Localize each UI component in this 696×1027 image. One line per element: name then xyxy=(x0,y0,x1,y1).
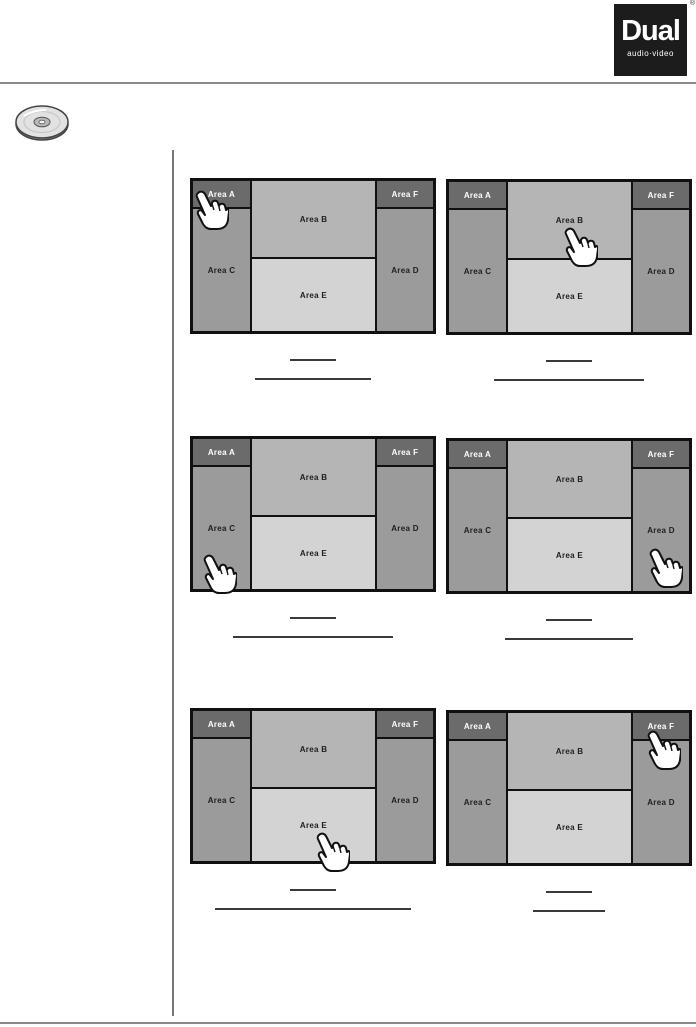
area-a-label: Area A xyxy=(207,447,236,457)
area-e-block xyxy=(252,259,375,331)
area-e-block xyxy=(252,789,375,861)
registered-mark: ® xyxy=(689,0,695,7)
caption-text-rule xyxy=(215,908,411,910)
area-e-label: Area E xyxy=(555,291,584,301)
touch-hand-icon xyxy=(316,832,350,872)
area-b-label: Area B xyxy=(555,474,584,484)
touch-hand-icon xyxy=(649,548,683,588)
header-rule xyxy=(0,82,696,84)
logo-subtitle: audio·video xyxy=(627,49,674,58)
caption-title-rule xyxy=(290,889,336,891)
caption-text-rule xyxy=(533,910,605,912)
area-d-block xyxy=(377,739,433,861)
area-a-label: Area A xyxy=(463,190,492,200)
area-c-block xyxy=(449,741,506,863)
area-c-label: Area C xyxy=(207,523,236,533)
area-d-label: Area D xyxy=(391,523,419,533)
caption-text-rule xyxy=(255,378,371,380)
area-c-block xyxy=(449,469,506,591)
caption-text-rule xyxy=(505,638,633,640)
caption-title-rule xyxy=(546,360,592,362)
area-d-block xyxy=(633,210,689,332)
cd-disc-icon xyxy=(12,100,72,144)
area-e-label: Area E xyxy=(555,822,584,832)
area-f-block xyxy=(633,182,689,208)
footer-rule xyxy=(0,1022,696,1024)
area-d-label: Area D xyxy=(647,266,675,276)
screen-diagram xyxy=(446,179,692,335)
touch-hand-icon xyxy=(564,227,598,267)
area-b-label: Area B xyxy=(555,215,584,225)
area-c-label: Area C xyxy=(207,265,236,275)
area-a-label: Area A xyxy=(463,449,492,459)
area-f-block xyxy=(377,439,433,465)
area-c-block xyxy=(449,210,506,332)
area-a-label: Area A xyxy=(207,189,236,199)
area-b-block xyxy=(252,439,375,515)
area-d-label: Area D xyxy=(647,525,675,535)
screen-diagram xyxy=(190,708,436,864)
caption-title-rule xyxy=(290,359,336,361)
dual-logo xyxy=(614,0,695,76)
screen-diagram xyxy=(190,436,436,592)
area-e-block xyxy=(508,519,631,591)
area-f-label: Area F xyxy=(647,721,675,731)
logo-wordmark: Dual xyxy=(621,15,680,47)
area-a-label: Area A xyxy=(207,719,236,729)
screen-diagram xyxy=(446,438,692,594)
area-f-label: Area F xyxy=(647,449,675,459)
area-a-block xyxy=(193,439,250,465)
area-b-block xyxy=(252,181,375,257)
caption-title-rule xyxy=(546,619,592,621)
area-b-label: Area B xyxy=(299,744,328,754)
area-e-label: Area E xyxy=(299,548,328,558)
area-c-block xyxy=(193,739,250,861)
area-f-label: Area F xyxy=(391,719,419,729)
area-f-block xyxy=(377,181,433,207)
area-f-block xyxy=(377,711,433,737)
area-d-label: Area D xyxy=(647,797,675,807)
area-b-label: Area B xyxy=(555,746,584,756)
screen-diagram xyxy=(190,178,436,334)
area-a-block xyxy=(449,441,506,467)
caption-text-rule xyxy=(233,636,393,638)
caption-text-rule xyxy=(494,379,644,381)
area-f-label: Area F xyxy=(391,447,419,457)
area-e-label: Area E xyxy=(299,820,328,830)
area-c-label: Area C xyxy=(463,525,492,535)
area-d-block xyxy=(377,209,433,331)
touch-hand-icon xyxy=(195,190,229,230)
caption-title-rule xyxy=(290,617,336,619)
area-e-block xyxy=(252,517,375,589)
area-a-block xyxy=(449,713,506,739)
area-a-block xyxy=(449,182,506,208)
margin-divider xyxy=(172,150,174,1016)
area-a-block xyxy=(193,711,250,737)
area-b-block xyxy=(252,711,375,787)
touch-hand-icon xyxy=(647,730,681,770)
area-b-block xyxy=(508,713,631,789)
area-e-block xyxy=(508,260,631,332)
area-b-label: Area B xyxy=(299,214,328,224)
area-c-label: Area C xyxy=(463,266,492,276)
area-f-label: Area F xyxy=(391,189,419,199)
area-d-block xyxy=(377,467,433,589)
area-b-label: Area B xyxy=(299,472,328,482)
area-f-block xyxy=(633,441,689,467)
area-d-label: Area D xyxy=(391,795,419,805)
touch-hand-icon xyxy=(203,554,237,594)
area-e-block xyxy=(508,791,631,863)
area-a-label: Area A xyxy=(463,721,492,731)
area-c-label: Area C xyxy=(463,797,492,807)
area-e-label: Area E xyxy=(555,550,584,560)
area-d-label: Area D xyxy=(391,265,419,275)
screen-diagram xyxy=(446,710,692,866)
area-f-label: Area F xyxy=(647,190,675,200)
area-c-label: Area C xyxy=(207,795,236,805)
area-e-label: Area E xyxy=(299,290,328,300)
caption-title-rule xyxy=(546,891,592,893)
area-b-block xyxy=(508,441,631,517)
